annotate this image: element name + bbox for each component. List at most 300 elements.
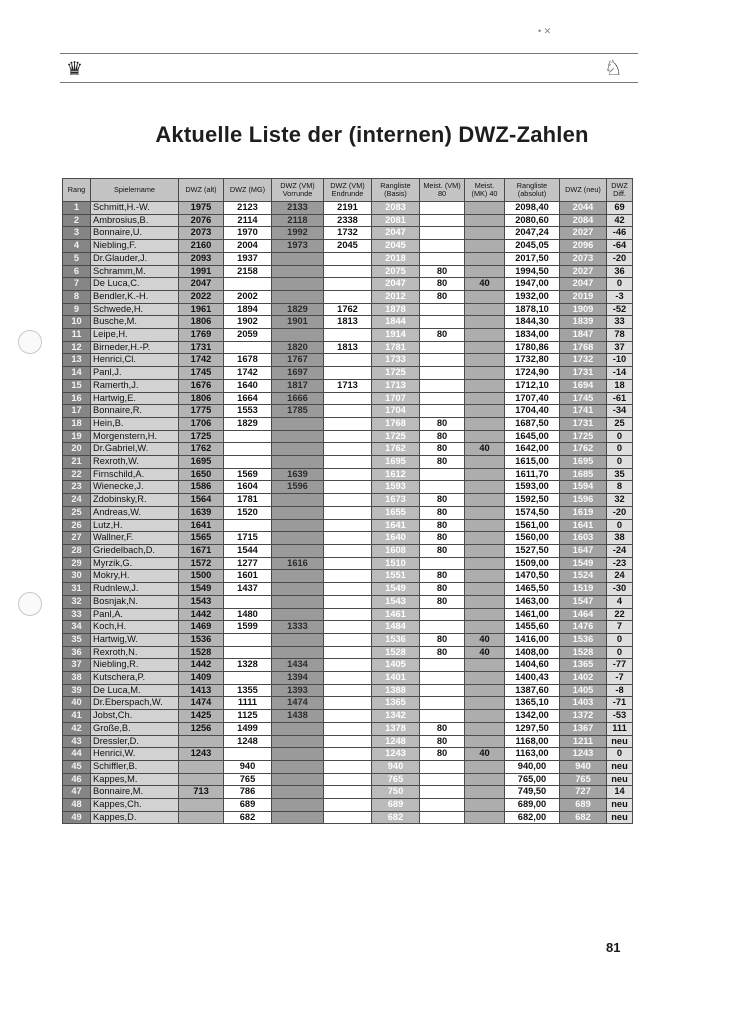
dwz-diff-cell: 37 (607, 341, 633, 354)
dwz-vm-endrunde-cell (324, 252, 372, 265)
dwz-vm-vorrunde-cell: 1474 (272, 697, 324, 710)
dwz-mg-cell: 1781 (224, 494, 272, 507)
rangliste-basis-cell: 1640 (372, 532, 420, 545)
player-name-cell: Griedelbach,D. (91, 544, 179, 557)
meist-vm-cell (420, 252, 465, 265)
column-header-rangliste-absolut: Rangliste (absolut) (505, 179, 560, 202)
dwz-mg-cell (224, 456, 272, 469)
dwz-mg-cell (224, 595, 272, 608)
dwz-mg-cell: 1111 (224, 697, 272, 710)
dwz-alt-cell: 1650 (179, 468, 224, 481)
column-header-dwz-neu: DWZ (neu) (560, 179, 607, 202)
dwz-diff-cell: 78 (607, 329, 633, 342)
rangliste-absolut-cell: 1645,00 (505, 430, 560, 443)
player-name-cell: Rexroth,W. (91, 456, 179, 469)
dwz-vm-endrunde-cell (324, 481, 372, 494)
dwz-alt-cell: 1572 (179, 557, 224, 570)
dwz-vm-vorrunde-cell (272, 417, 324, 430)
dwz-mg-cell: 1937 (224, 252, 272, 265)
dwz-neu-cell: 1641 (560, 519, 607, 532)
rangliste-basis-cell: 1713 (372, 379, 420, 392)
rank-cell: 16 (63, 392, 91, 405)
rangliste-basis-cell: 2075 (372, 265, 420, 278)
dwz-vm-vorrunde-cell: 1820 (272, 341, 324, 354)
meist-mk-cell (465, 405, 505, 418)
chess-king-icon: ♛ (66, 58, 84, 80)
dwz-alt-cell: 1474 (179, 697, 224, 710)
rank-cell: 31 (63, 583, 91, 596)
rangliste-basis-cell: 1461 (372, 608, 420, 621)
dwz-neu-cell: 1731 (560, 417, 607, 430)
dwz-vm-endrunde-cell (324, 443, 372, 456)
dwz-vm-vorrunde-cell: 1973 (272, 240, 324, 253)
meist-mk-cell (465, 786, 505, 799)
rank-cell: 43 (63, 735, 91, 748)
rangliste-absolut-cell: 765,00 (505, 773, 560, 786)
table-row (63, 329, 633, 342)
rangliste-absolut-cell: 1455,60 (505, 621, 560, 634)
dwz-vm-vorrunde-cell (272, 608, 324, 621)
dwz-mg-cell: 1902 (224, 316, 272, 329)
rank-cell: 8 (63, 290, 91, 303)
rank-cell: 21 (63, 456, 91, 469)
rank-cell: 46 (63, 773, 91, 786)
rank-cell: 4 (63, 240, 91, 253)
dwz-vm-vorrunde-cell (272, 811, 324, 824)
player-name-cell: Panl,A. (91, 608, 179, 621)
rangliste-basis-cell: 1673 (372, 494, 420, 507)
meist-mk-cell (465, 710, 505, 723)
rangliste-basis-cell: 1641 (372, 519, 420, 532)
player-name-cell: Rexroth,N. (91, 646, 179, 659)
table-row (63, 735, 633, 748)
rangliste-absolut-cell: 1947,00 (505, 278, 560, 291)
rank-cell: 18 (63, 417, 91, 430)
meist-mk-cell: 40 (465, 278, 505, 291)
dwz-alt-cell: 1961 (179, 303, 224, 316)
dwz-neu-cell: 1603 (560, 532, 607, 545)
meist-vm-cell: 80 (420, 265, 465, 278)
dwz-vm-vorrunde-cell (272, 544, 324, 557)
dwz-diff-cell: -46 (607, 227, 633, 240)
table-row (63, 722, 633, 735)
player-name-cell: Bendler,K.-H. (91, 290, 179, 303)
player-name-cell: Mokry,H. (91, 570, 179, 583)
meist-vm-cell (420, 405, 465, 418)
rangliste-basis-cell: 1612 (372, 468, 420, 481)
rangliste-basis-cell: 940 (372, 760, 420, 773)
table-row (63, 494, 633, 507)
dwz-mg-cell (224, 633, 272, 646)
dwz-diff-cell: 0 (607, 748, 633, 761)
meist-vm-cell (420, 773, 465, 786)
table-row (63, 557, 633, 570)
dwz-diff-cell: neu (607, 760, 633, 773)
dwz-diff-cell: 14 (607, 786, 633, 799)
dwz-vm-endrunde-cell (324, 710, 372, 723)
dwz-neu-cell: 1524 (560, 570, 607, 583)
rangliste-basis-cell: 1781 (372, 341, 420, 354)
header-rule-top (60, 53, 638, 54)
meist-vm-cell (420, 672, 465, 685)
dwz-neu-cell: 1367 (560, 722, 607, 735)
dwz-vm-vorrunde-cell (272, 506, 324, 519)
dwz-mg-cell: 2123 (224, 202, 272, 215)
rangliste-absolut-cell: 1732,80 (505, 354, 560, 367)
rank-cell: 1 (63, 202, 91, 215)
dwz-alt-cell: 2160 (179, 240, 224, 253)
rangliste-absolut-cell: 2017,50 (505, 252, 560, 265)
dwz-mg-cell: 1544 (224, 544, 272, 557)
meist-mk-cell (465, 329, 505, 342)
table-row (63, 443, 633, 456)
dwz-vm-vorrunde-cell: 1616 (272, 557, 324, 570)
dwz-diff-cell: -52 (607, 303, 633, 316)
dwz-diff-cell: -8 (607, 684, 633, 697)
dwz-mg-cell: 2002 (224, 290, 272, 303)
dwz-diff-cell: 33 (607, 316, 633, 329)
dwz-vm-vorrunde-cell (272, 532, 324, 545)
player-name-cell: Ambrosius,B. (91, 214, 179, 227)
player-name-cell: Zdobinsky,R. (91, 494, 179, 507)
player-name-cell: Schwede,H. (91, 303, 179, 316)
dwz-vm-endrunde-cell (324, 392, 372, 405)
dwz-neu-cell: 1372 (560, 710, 607, 723)
dwz-vm-endrunde-cell (324, 760, 372, 773)
dwz-vm-vorrunde-cell (272, 583, 324, 596)
table-row (63, 456, 633, 469)
rangliste-absolut-cell: 1168,00 (505, 735, 560, 748)
dwz-neu-cell: 1839 (560, 316, 607, 329)
dwz-vm-endrunde-cell (324, 722, 372, 735)
dwz-neu-cell: 1403 (560, 697, 607, 710)
table-row (63, 697, 633, 710)
dwz-vm-vorrunde-cell (272, 570, 324, 583)
player-name-cell: Niebling,R. (91, 659, 179, 672)
meist-vm-cell (420, 811, 465, 824)
dwz-vm-vorrunde-cell (272, 252, 324, 265)
dwz-neu-cell: 1694 (560, 379, 607, 392)
rank-cell: 35 (63, 633, 91, 646)
dwz-mg-cell: 1970 (224, 227, 272, 240)
meist-vm-cell: 80 (420, 633, 465, 646)
dwz-mg-cell (224, 341, 272, 354)
player-name-cell: Myrzik,G. (91, 557, 179, 570)
dwz-alt-cell (179, 799, 224, 812)
dwz-vm-vorrunde-cell (272, 760, 324, 773)
dwz-vm-endrunde-cell (324, 506, 372, 519)
dwz-alt-cell (179, 773, 224, 786)
rank-cell: 45 (63, 760, 91, 773)
dwz-neu-cell: 1685 (560, 468, 607, 481)
player-name-cell: Niebling,F. (91, 240, 179, 253)
rank-cell: 19 (63, 430, 91, 443)
dwz-vm-endrunde-cell (324, 417, 372, 430)
meist-vm-cell: 80 (420, 290, 465, 303)
rangliste-basis-cell: 2012 (372, 290, 420, 303)
dwz-neu-cell: 1549 (560, 557, 607, 570)
meist-vm-cell: 80 (420, 506, 465, 519)
rangliste-basis-cell: 2083 (372, 202, 420, 215)
dwz-vm-endrunde-cell: 2338 (324, 214, 372, 227)
rangliste-absolut-cell: 689,00 (505, 799, 560, 812)
rank-cell: 13 (63, 354, 91, 367)
column-header-dwz-mg: DWZ (MG) (224, 179, 272, 202)
dwz-diff-cell: 0 (607, 519, 633, 532)
dwz-vm-endrunde-cell (324, 329, 372, 342)
rangliste-absolut-cell: 2047,24 (505, 227, 560, 240)
dwz-vm-vorrunde-cell (272, 735, 324, 748)
dwz-neu-cell: 1596 (560, 494, 607, 507)
meist-mk-cell (465, 684, 505, 697)
dwz-vm-endrunde-cell (324, 735, 372, 748)
dwz-diff-cell: 0 (607, 443, 633, 456)
page-title: Aktuelle Liste der (internen) DWZ-Zahlen (155, 122, 589, 147)
dwz-vm-endrunde-cell (324, 532, 372, 545)
dwz-mg-cell: 1601 (224, 570, 272, 583)
dwz-vm-endrunde-cell (324, 633, 372, 646)
dwz-diff-cell: neu (607, 799, 633, 812)
dwz-mg-cell (224, 430, 272, 443)
dwz-vm-vorrunde-cell: 1785 (272, 405, 324, 418)
rangliste-absolut-cell: 1365,10 (505, 697, 560, 710)
player-name-cell: Wallner,F. (91, 532, 179, 545)
meist-vm-cell: 80 (420, 532, 465, 545)
rangliste-basis-cell: 1543 (372, 595, 420, 608)
rangliste-basis-cell: 1914 (372, 329, 420, 342)
meist-mk-cell (465, 354, 505, 367)
rangliste-absolut-cell: 1712,10 (505, 379, 560, 392)
dwz-table (62, 178, 633, 824)
dwz-alt-cell: 1695 (179, 456, 224, 469)
dwz-alt-cell: 1442 (179, 608, 224, 621)
table-row (63, 316, 633, 329)
player-name-cell: Hartwig,E. (91, 392, 179, 405)
meist-vm-cell (420, 341, 465, 354)
dwz-diff-cell: -20 (607, 506, 633, 519)
rangliste-absolut-cell: 1561,00 (505, 519, 560, 532)
meist-vm-cell (420, 684, 465, 697)
meist-mk-cell (465, 240, 505, 253)
meist-vm-cell: 80 (420, 544, 465, 557)
rank-cell: 28 (63, 544, 91, 557)
dwz-vm-endrunde-cell (324, 278, 372, 291)
dwz-alt-cell: 1671 (179, 544, 224, 557)
dwz-neu-cell: 1731 (560, 367, 607, 380)
rangliste-absolut-cell: 1342,00 (505, 710, 560, 723)
dwz-mg-cell: 1664 (224, 392, 272, 405)
dwz-diff-cell: 4 (607, 595, 633, 608)
player-name-cell: Morgenstern,H. (91, 430, 179, 443)
dwz-vm-endrunde-cell (324, 672, 372, 685)
meist-mk-cell (465, 811, 505, 824)
dwz-alt-cell: 2047 (179, 278, 224, 291)
dwz-mg-cell: 1125 (224, 710, 272, 723)
meist-mk-cell (465, 202, 505, 215)
meist-vm-cell (420, 659, 465, 672)
dwz-diff-cell: 0 (607, 278, 633, 291)
dwz-mg-cell: 1640 (224, 379, 272, 392)
rank-cell: 20 (63, 443, 91, 456)
rank-cell: 17 (63, 405, 91, 418)
rangliste-absolut-cell: 749,50 (505, 786, 560, 799)
dwz-alt-cell: 1564 (179, 494, 224, 507)
dwz-diff-cell: neu (607, 811, 633, 824)
punch-hole-bottom (18, 592, 42, 616)
meist-vm-cell (420, 621, 465, 634)
rangliste-basis-cell: 1608 (372, 544, 420, 557)
meist-vm-cell: 80 (420, 735, 465, 748)
player-name-cell: Wienecke,J. (91, 481, 179, 494)
dwz-mg-cell: 1499 (224, 722, 272, 735)
page-number: 81 (606, 940, 621, 955)
table-row (63, 786, 633, 799)
player-name-cell: Hartwig,W. (91, 633, 179, 646)
meist-mk-cell (465, 341, 505, 354)
table-row (63, 468, 633, 481)
dwz-diff-cell: 42 (607, 214, 633, 227)
meist-mk-cell: 40 (465, 633, 505, 646)
dwz-neu-cell: 2027 (560, 227, 607, 240)
dwz-vm-vorrunde-cell (272, 456, 324, 469)
dwz-mg-cell: 1248 (224, 735, 272, 748)
table-header-row (63, 179, 633, 202)
rank-cell: 14 (63, 367, 91, 380)
dwz-neu-cell: 1768 (560, 341, 607, 354)
meist-vm-cell: 80 (420, 595, 465, 608)
rank-cell: 23 (63, 481, 91, 494)
dwz-diff-cell: 7 (607, 621, 633, 634)
dwz-vm-vorrunde-cell: 1992 (272, 227, 324, 240)
dwz-diff-cell: 36 (607, 265, 633, 278)
player-name-cell: Henrici,Cl. (91, 354, 179, 367)
rank-cell: 12 (63, 341, 91, 354)
dwz-vm-endrunde-cell (324, 290, 372, 303)
meist-vm-cell: 80 (420, 519, 465, 532)
dwz-vm-endrunde-cell (324, 595, 372, 608)
dwz-mg-cell: 1742 (224, 367, 272, 380)
dwz-vm-endrunde-cell: 1813 (324, 316, 372, 329)
rangliste-absolut-cell: 1574,50 (505, 506, 560, 519)
column-header-rank: Rang (63, 179, 91, 202)
meist-vm-cell (420, 799, 465, 812)
table-row (63, 405, 633, 418)
dwz-mg-cell: 1599 (224, 621, 272, 634)
rangliste-basis-cell: 2081 (372, 214, 420, 227)
punch-hole-top (18, 330, 42, 354)
dwz-neu-cell: 2096 (560, 240, 607, 253)
dwz-mg-cell: 2059 (224, 329, 272, 342)
meist-mk-cell (465, 379, 505, 392)
dwz-vm-endrunde-cell: 1713 (324, 379, 372, 392)
rangliste-basis-cell: 2018 (372, 252, 420, 265)
rank-cell: 5 (63, 252, 91, 265)
dwz-vm-vorrunde-cell (272, 646, 324, 659)
meist-vm-cell (420, 710, 465, 723)
table-row (63, 760, 633, 773)
meist-mk-cell (465, 430, 505, 443)
table-row (63, 583, 633, 596)
rangliste-basis-cell: 1593 (372, 481, 420, 494)
chess-knight-icon: ♘ (604, 56, 623, 80)
dwz-vm-endrunde-cell (324, 811, 372, 824)
rank-cell: 36 (63, 646, 91, 659)
rangliste-basis-cell: 1725 (372, 430, 420, 443)
meist-vm-cell (420, 303, 465, 316)
player-name-cell: Panl,J. (91, 367, 179, 380)
dwz-alt-cell: 1528 (179, 646, 224, 659)
dwz-vm-vorrunde-cell: 2133 (272, 202, 324, 215)
dwz-vm-vorrunde-cell: 1596 (272, 481, 324, 494)
meist-mk-cell (465, 494, 505, 507)
table-row (63, 684, 633, 697)
rangliste-absolut-cell: 1932,00 (505, 290, 560, 303)
player-name-cell: De Luca,M. (91, 684, 179, 697)
rangliste-absolut-cell: 2098,40 (505, 202, 560, 215)
table-row (63, 646, 633, 659)
dwz-mg-cell: 1437 (224, 583, 272, 596)
dwz-diff-cell: neu (607, 773, 633, 786)
rangliste-basis-cell: 1528 (372, 646, 420, 659)
dwz-diff-cell: 111 (607, 722, 633, 735)
dwz-neu-cell: 1741 (560, 405, 607, 418)
dwz-vm-endrunde-cell: 1732 (324, 227, 372, 240)
dwz-diff-cell: -34 (607, 405, 633, 418)
rangliste-absolut-cell: 1615,00 (505, 456, 560, 469)
dwz-vm-endrunde-cell (324, 748, 372, 761)
dwz-alt-cell: 1769 (179, 329, 224, 342)
meist-mk-cell (465, 570, 505, 583)
dwz-neu-cell: 1762 (560, 443, 607, 456)
dwz-alt-cell: 1565 (179, 532, 224, 545)
column-header-player-name: Spielername (91, 179, 179, 202)
dwz-alt-cell: 1975 (179, 202, 224, 215)
meist-vm-cell: 80 (420, 748, 465, 761)
meist-mk-cell (465, 672, 505, 685)
player-name-cell: Bosnjak,N. (91, 595, 179, 608)
rangliste-basis-cell: 2047 (372, 227, 420, 240)
rangliste-absolut-cell: 1642,00 (505, 443, 560, 456)
rank-cell: 6 (63, 265, 91, 278)
dwz-mg-cell: 682 (224, 811, 272, 824)
rangliste-basis-cell: 1762 (372, 443, 420, 456)
dwz-vm-endrunde-cell: 2045 (324, 240, 372, 253)
dwz-vm-endrunde-cell (324, 773, 372, 786)
dwz-vm-vorrunde-cell (272, 773, 324, 786)
dwz-alt-cell (179, 760, 224, 773)
meist-mk-cell (465, 519, 505, 532)
rangliste-basis-cell: 1484 (372, 621, 420, 634)
dwz-vm-endrunde-cell: 1813 (324, 341, 372, 354)
dwz-vm-vorrunde-cell: 1333 (272, 621, 324, 634)
table-row (63, 214, 633, 227)
rank-cell: 11 (63, 329, 91, 342)
dwz-vm-vorrunde-cell: 1817 (272, 379, 324, 392)
dwz-vm-vorrunde-cell (272, 799, 324, 812)
meist-mk-cell (465, 735, 505, 748)
player-name-cell: Schiffler,B. (91, 760, 179, 773)
table-row (63, 354, 633, 367)
rank-cell: 3 (63, 227, 91, 240)
meist-vm-cell (420, 697, 465, 710)
rank-cell: 33 (63, 608, 91, 621)
dwz-vm-endrunde-cell (324, 265, 372, 278)
dwz-vm-vorrunde-cell: 1438 (272, 710, 324, 723)
dwz-vm-endrunde-cell (324, 519, 372, 532)
dwz-neu-cell: 1519 (560, 583, 607, 596)
meist-mk-cell (465, 697, 505, 710)
table-row (63, 202, 633, 215)
